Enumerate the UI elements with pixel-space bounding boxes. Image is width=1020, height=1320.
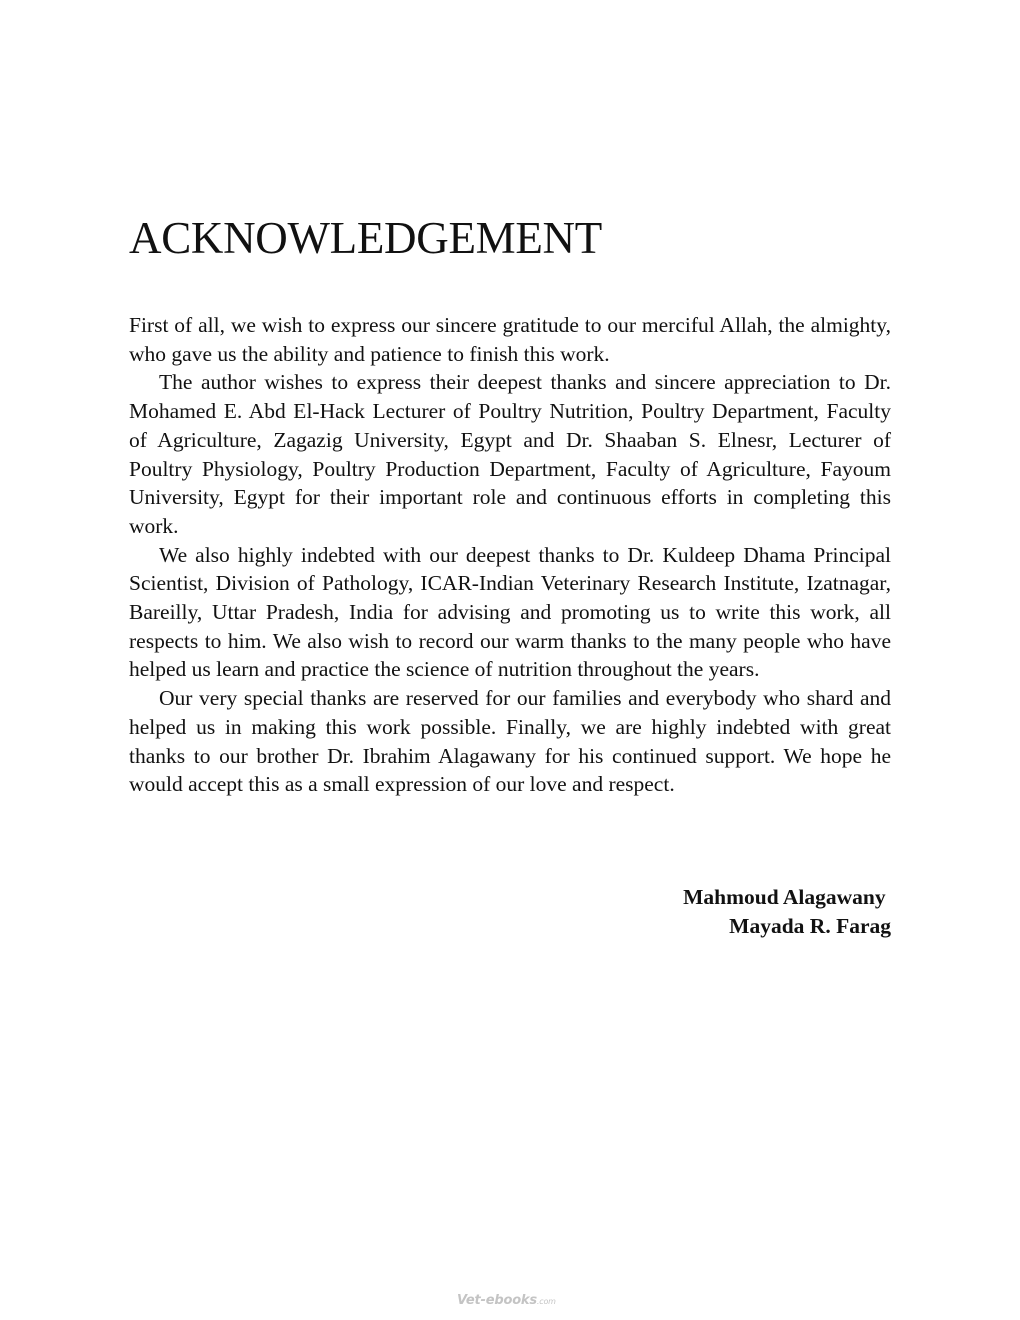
signature-author-2: Mayada R. Farag — [729, 913, 891, 938]
watermark-brand: Vet-ebooks — [457, 1293, 537, 1308]
document-page — [129, 0, 891, 1320]
paragraph-1: First of all, we wish to express our sincere gratitude to our merciful Allah, the almighty, who gave us the ability and patience to finish this work. — [129, 313, 891, 366]
watermark-suffix: .com — [536, 1297, 556, 1306]
acknowledgement-body — [129, 311, 891, 799]
paragraph-4: Our very special thanks are reserved for our families and everybody who shard and helped us in making this work possible. Finally, we are highly indebted with great thanks to our brother Dr. Ibrahim Alagawany for his continued support. We hope he would accept this as a small expression of our love and respect. — [129, 686, 891, 797]
signature-block — [683, 883, 891, 940]
page-title: ACKNOWLEDGEMENT — [129, 213, 602, 263]
paragraph-2: The author wishes to express their deepest thanks and sincere appreciation to Dr. Mohamed E. Abd El-Hack Lecturer of Poultry Nutrition, Poultry Department, Faculty of Agriculture, Zagazig University, Egypt and Dr. Shaaban S. Elnesr, Lecturer of Poultry Physiology, Poultry Production Department, Faculty of Agriculture, Fayoum University, Egypt for their important role and continuous efforts in completing this work. — [129, 370, 891, 538]
signature-author-1: Mahmoud Alagawany — [683, 885, 891, 909]
watermark-logo — [457, 1293, 556, 1310]
paragraph-3: We also highly indebted with our deepest thanks to Dr. Kuldeep Dhama Principal Scientist, Division of Pathology, ICAR-Indian Veterinary Research Institute, Izatnagar, Bareilly, Uttar Pradesh, India for advising and promoting us to write this work, all respects to him. We also wish to record our warm thanks to the many people who have helped us learn and practice the science of nutrition throughout the years. — [129, 542, 891, 682]
